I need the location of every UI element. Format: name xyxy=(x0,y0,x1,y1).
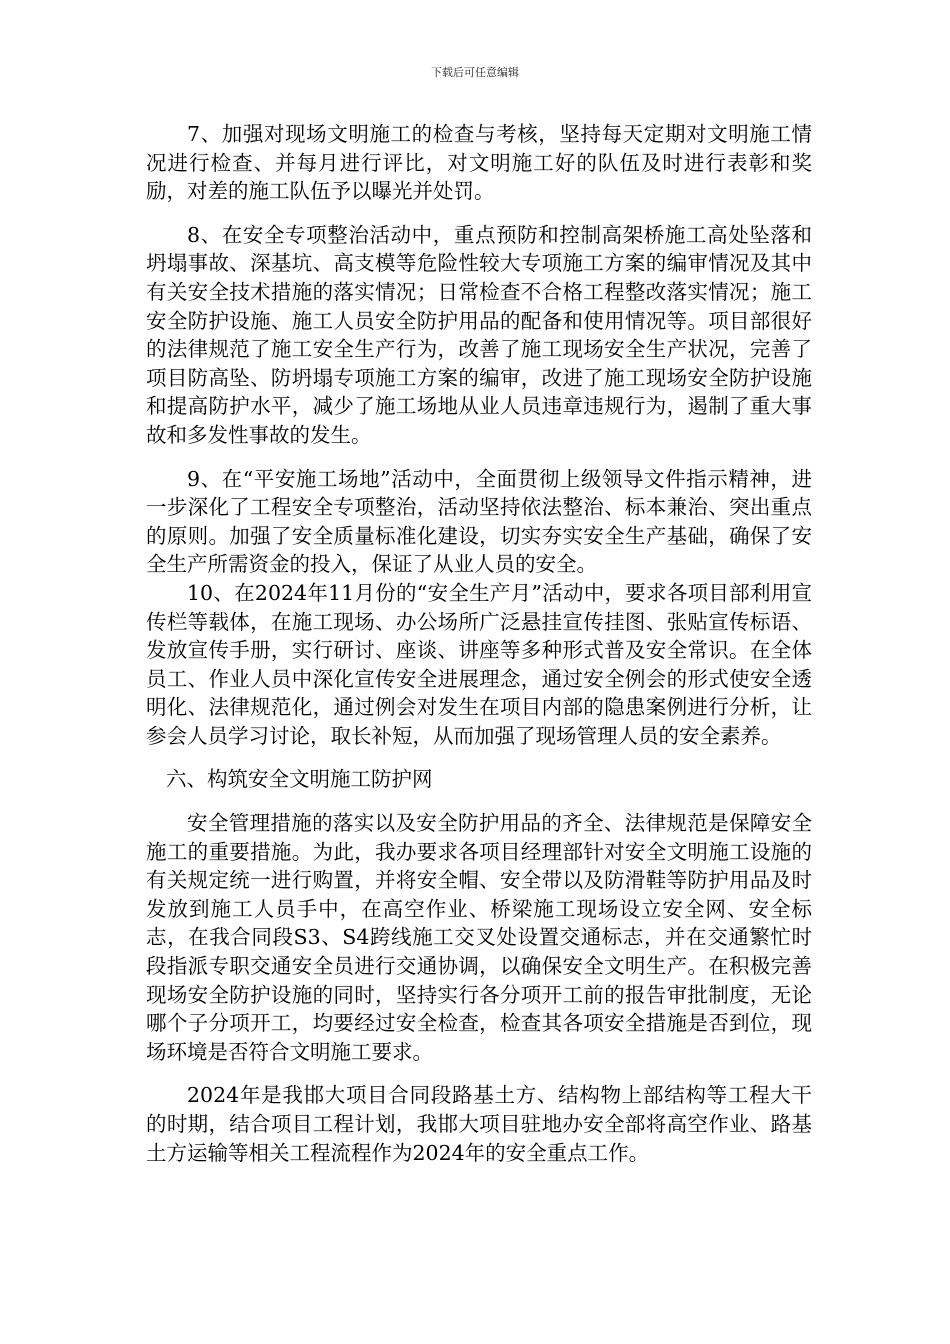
page-header: 下载后可任意编辑 xyxy=(431,66,519,79)
paragraph-item-9: 9、在“平安施工场地”活动中，全面贯彻上级领导文件指示精神，进一步深化了工程安全专项整治，活动坚持依法整治、标本兼治、突出重点的原则。加强了安全质量标准化建设，切实夯实安全生产基础，确保了安全生产所需资金的投入，保证了从业人员的安全。 xyxy=(146,466,812,577)
section-heading: 六、构筑安全文明施工防护网 xyxy=(166,767,433,792)
section-paragraph-protection: 安全管理措施的落实以及安全防护用品的齐全、法律规范是保障安全施工的重要措施。为此，我办要求各项目经理部针对安全文明施工设施的有关规定统一进行购置，并将安全帽、安全带以及防滑鞋等防护用品及时发放到施工人员手中，在高空作业、桥梁施工现场设立安全网、安全标志，在我合同段S3、S4跨线施工交叉处设置交通标志，并在交通繁忙时段指派专职交通安全员进行交通协调，以确保安全文明生产。在积极完善现场安全防护设施的同时，坚持实行各分项开工前的报告审批制度，无论哪个子分项开工，均要经过安全检查，检查其各项安全措施是否到位，现场环境是否符合文明施工要求。 xyxy=(146,811,812,1064)
paragraph-item-10: 10、在2024年11月份的“安全生产月”活动中，要求各项目部利用宣传栏等载体，在施工现场、办公场所广泛悬挂宣传挂图、张贴宣传标语、发放宣传手册，实行研讨、座谈、讲座等多种形式普及安全常识。在全体员工、作业人员中深化宣传安全进展理念，通过安全例会的形式使安全透明化、法律规范化，通过例会对发生在项目内部的隐患案例进行分析，让参会人员学习讨论，取长补短，从而加强了现场管理人员的安全素养。 xyxy=(146,580,812,748)
paragraph-item-7: 7、加强对现场文明施工的检查与考核，坚持每天定期对文明施工情况进行检查、并每月进行评比，对文明施工好的队伍及时进行表彰和奖励，对差的施工队伍予以曝光并处罚。 xyxy=(146,122,812,204)
section-paragraph-plan-2024: 2024年是我邯大项目合同段路基土方、结构物上部结构等工程大干的时期，结合项目工程计划，我邯大项目驻地办安全部将高空作业、路基土方运输等相关工程流程作为2024年的安全重点工作。 xyxy=(146,1083,812,1165)
paragraph-item-8: 8、在安全专项整治活动中，重点预防和控制高架桥施工高处坠落和坍塌事故、深基坑、高支模等危险性较大专项施工方案的编审情况及其中有关安全技术措施的落实情况；日常检查不合格工程整改落实情况；施工安全防护设施、施工人员安全防护用品的配备和使用情况等。项目部很好的法律规范了施工安全生产行为，改善了施工现场安全生产状况，完善了项目防高坠、防坍塌专项施工方案的编审，改进了施工现场安全防护设施和提高防护水平，减少了施工场地从业人员违章违规行为，遏制了重大事故和多发性事故的发生。 xyxy=(146,222,812,447)
document-body xyxy=(146,120,812,1167)
